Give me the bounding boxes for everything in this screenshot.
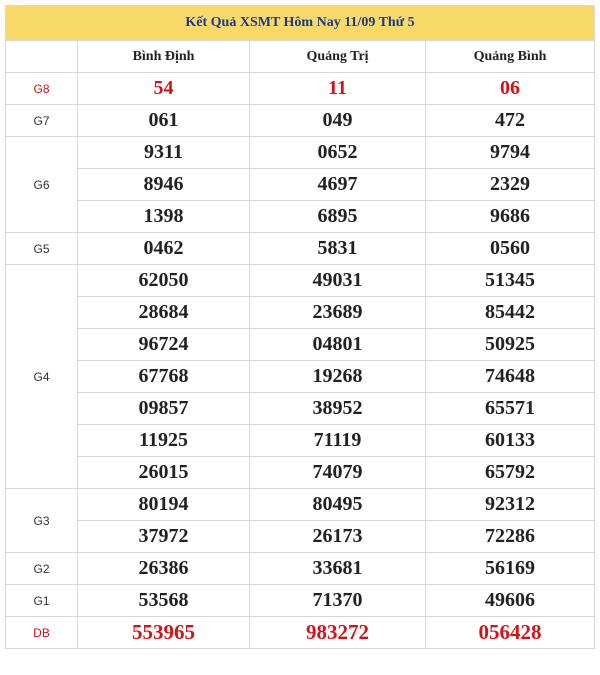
lottery-results-table [5, 5, 595, 649]
result-number: 49031 [250, 265, 426, 297]
result-number: 85442 [426, 297, 595, 329]
result-number: 80495 [250, 489, 426, 521]
result-number: 1398 [78, 201, 250, 233]
result-number: 09857 [78, 393, 250, 425]
province-header-quang-binh: Quảng Bình [426, 41, 595, 73]
prize-row-g4 [6, 297, 595, 329]
prize-label: G2 [6, 553, 78, 585]
prize-label: G5 [6, 233, 78, 265]
result-number: 06 [426, 73, 595, 105]
prize-row-g6 [6, 169, 595, 201]
prize-label: DB [6, 617, 78, 649]
prize-label: G1 [6, 585, 78, 617]
prize-row-g2 [6, 553, 595, 585]
prize-column-header [6, 41, 78, 73]
result-number: 54 [78, 73, 250, 105]
result-number: 049 [250, 105, 426, 137]
result-number: 0652 [250, 137, 426, 169]
result-number: 6895 [250, 201, 426, 233]
result-number: 9686 [426, 201, 595, 233]
result-number: 50925 [426, 329, 595, 361]
result-number: 26173 [250, 521, 426, 553]
result-number: 11 [250, 73, 426, 105]
result-number: 4697 [250, 169, 426, 201]
prize-row-g4 [6, 361, 595, 393]
result-number: 0560 [426, 233, 595, 265]
result-number: 9311 [78, 137, 250, 169]
prize-row-g3 [6, 521, 595, 553]
result-number: 74079 [250, 457, 426, 489]
result-number: 2329 [426, 169, 595, 201]
result-number: 472 [426, 105, 595, 137]
result-number: 0462 [78, 233, 250, 265]
results-container [5, 5, 594, 649]
prize-row-g4 [6, 425, 595, 457]
prize-row-g4 [6, 393, 595, 425]
prize-row-g3 [6, 489, 595, 521]
result-number: 60133 [426, 425, 595, 457]
prize-row-g6 [6, 137, 595, 169]
result-number: 8946 [78, 169, 250, 201]
result-number: 23689 [250, 297, 426, 329]
result-number: 96724 [78, 329, 250, 361]
result-number: 9794 [426, 137, 595, 169]
prize-row-g4 [6, 329, 595, 361]
result-number: 19268 [250, 361, 426, 393]
result-number: 553965 [78, 617, 250, 649]
result-number: 49606 [426, 585, 595, 617]
result-number: 71370 [250, 585, 426, 617]
result-number: 11925 [78, 425, 250, 457]
prize-row-g1 [6, 585, 595, 617]
result-number: 56169 [426, 553, 595, 585]
table-title: Kết Quả XSMT Hôm Nay 11/09 Thứ 5 [6, 6, 595, 41]
prize-row-g4 [6, 265, 595, 297]
result-number: 80194 [78, 489, 250, 521]
prize-row-db [6, 617, 595, 649]
result-number: 37972 [78, 521, 250, 553]
prize-label: G8 [6, 73, 78, 105]
result-number: 92312 [426, 489, 595, 521]
prize-label: G7 [6, 105, 78, 137]
prize-row-g4 [6, 457, 595, 489]
prize-label: G4 [6, 265, 78, 489]
prize-row-g8 [6, 73, 595, 105]
result-number: 51345 [426, 265, 595, 297]
result-number: 33681 [250, 553, 426, 585]
result-number: 74648 [426, 361, 595, 393]
province-header-row [6, 41, 595, 73]
result-number: 72286 [426, 521, 595, 553]
result-number: 5831 [250, 233, 426, 265]
prize-row-g5 [6, 233, 595, 265]
result-number: 65571 [426, 393, 595, 425]
prize-row-g7 [6, 105, 595, 137]
result-number: 983272 [250, 617, 426, 649]
result-number: 056428 [426, 617, 595, 649]
prize-label: G3 [6, 489, 78, 553]
result-number: 71119 [250, 425, 426, 457]
prize-row-g6 [6, 201, 595, 233]
result-number: 26386 [78, 553, 250, 585]
result-number: 62050 [78, 265, 250, 297]
prize-label: G6 [6, 137, 78, 233]
result-number: 53568 [78, 585, 250, 617]
province-header-quang-tri: Quảng Trị [250, 41, 426, 73]
results-body [6, 73, 595, 649]
result-number: 67768 [78, 361, 250, 393]
result-number: 04801 [250, 329, 426, 361]
result-number: 38952 [250, 393, 426, 425]
result-number: 28684 [78, 297, 250, 329]
result-number: 26015 [78, 457, 250, 489]
result-number: 061 [78, 105, 250, 137]
result-number: 65792 [426, 457, 595, 489]
province-header-binh-dinh: Bình Định [78, 41, 250, 73]
